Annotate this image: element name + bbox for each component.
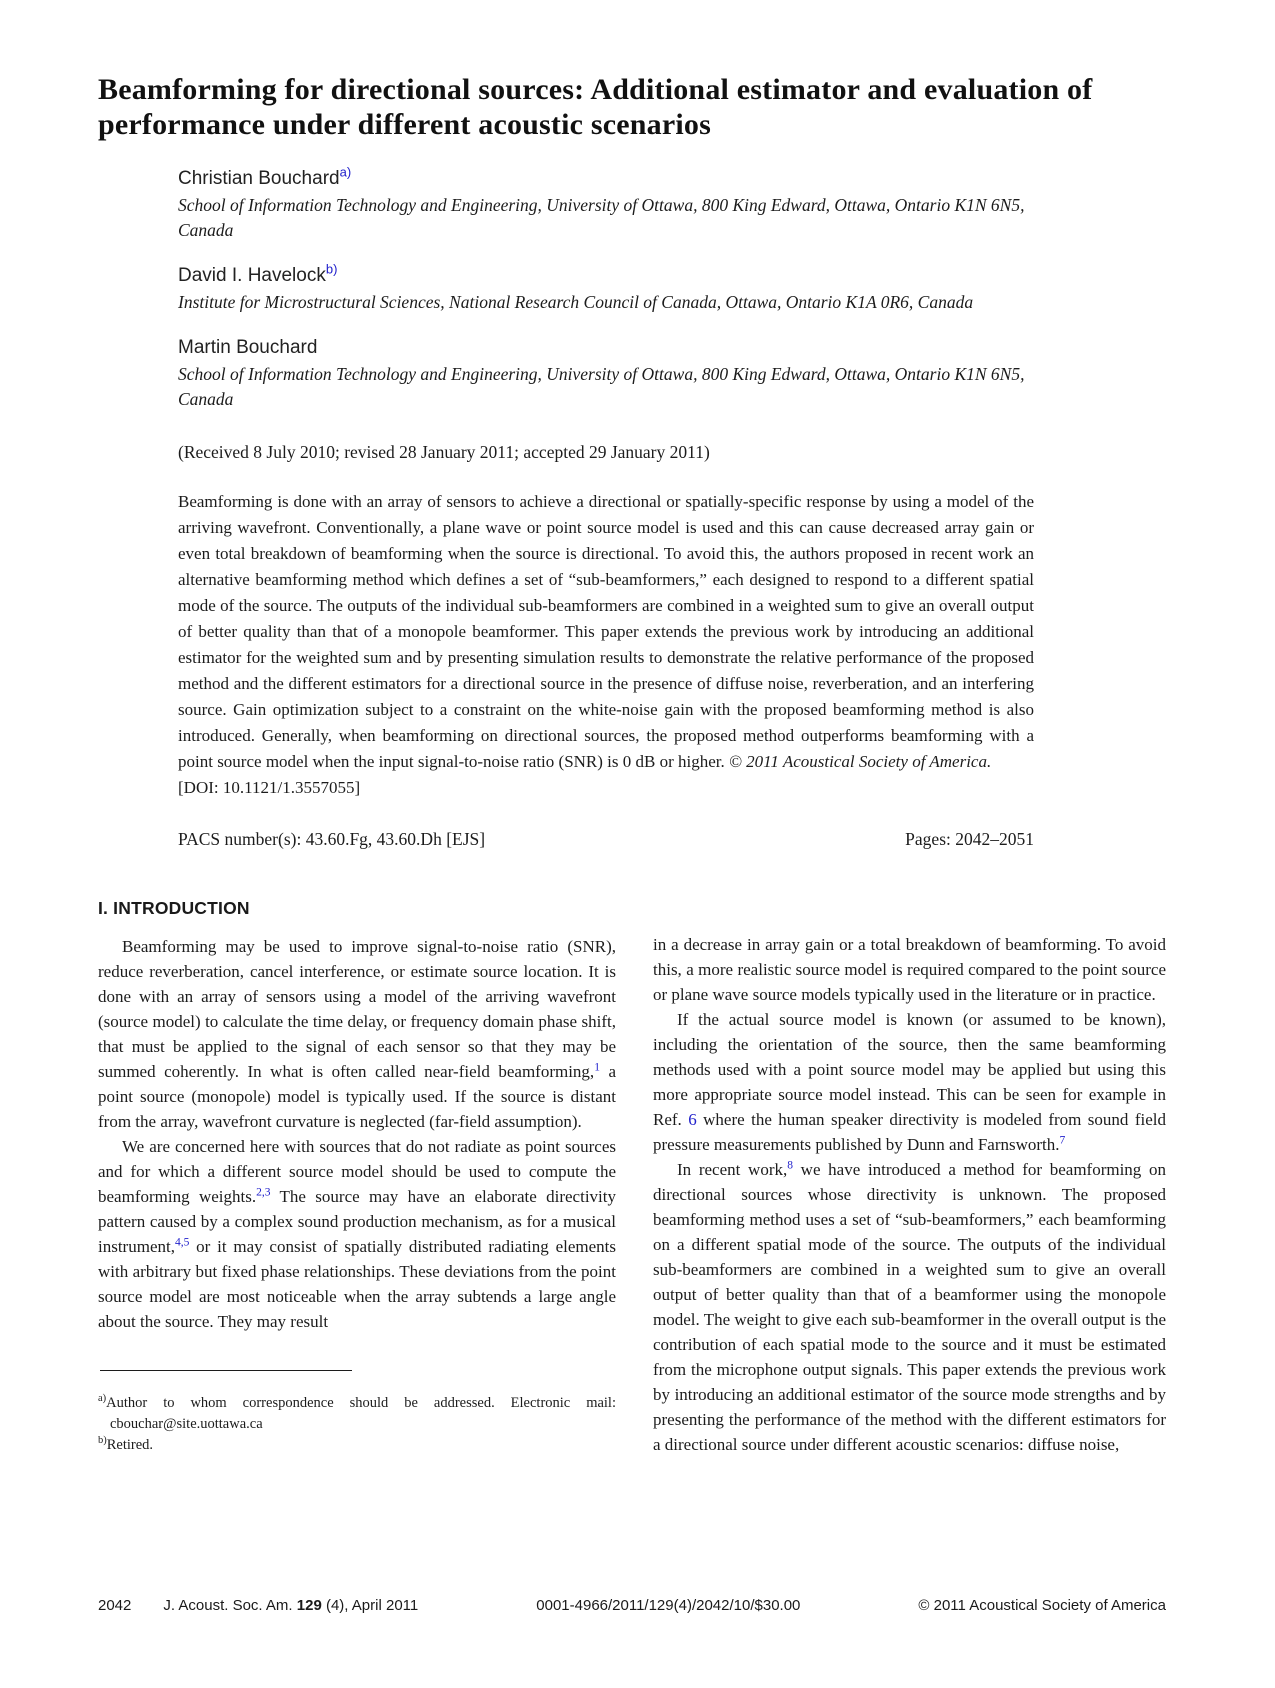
received-dates: (Received 8 July 2010; revised 28 January 2011; accepted 29 January 2011) bbox=[178, 442, 710, 462]
author-block bbox=[178, 337, 1166, 412]
paper-title: Beamforming for directional sources: Additional estimator and evaluation of performance under different acoustic scenarios bbox=[98, 73, 1093, 141]
author-list bbox=[98, 164, 1166, 412]
footnote-marker-b: b) bbox=[98, 1435, 107, 1447]
journal-name: J. Acoust. Soc. Am. bbox=[163, 1597, 297, 1614]
issn-code: 0001-4966/2011/129(4)/2042/10/$30.00 bbox=[536, 1597, 801, 1614]
left-column bbox=[98, 896, 616, 1457]
footnote-text: Author to whom correspondence should be addressed. Electronic mail: cbouchar@site.uottawa.ca bbox=[106, 1395, 616, 1432]
author-name-text: Christian Bouchard bbox=[178, 168, 340, 189]
footnote-b bbox=[98, 1435, 616, 1456]
reference-link-8[interactable]: 8 bbox=[787, 1159, 793, 1172]
paragraph bbox=[98, 1134, 616, 1334]
meta-row bbox=[178, 829, 1034, 850]
author-footnote-link[interactable]: a) bbox=[339, 164, 352, 180]
reference-link-7[interactable]: 7 bbox=[1059, 1134, 1066, 1147]
paragraph-text: or it may consist of spatially distributed radiating elements with arbitrary but fixed phase relationships. These deviations from the point source model are most noticeable when the array subtends a large angle about the source. They may result bbox=[98, 1237, 616, 1331]
journal-volume: 129 bbox=[296, 1597, 322, 1614]
journal-citation bbox=[163, 1597, 418, 1614]
pacs-numbers: PACS number(s): 43.60.Fg, 43.60.Dh [EJS] bbox=[178, 829, 486, 849]
journal-issue-date: (4), April 2011 bbox=[321, 1597, 419, 1614]
paragraph-text: Beamforming may be used to improve signal-to-noise ratio (SNR), reduce reverberation, cancel interference, or estimate source location. It is done with an array of sensors using a model of the arriving wavefront (source model) to calculate the time delay, or frequency domain phase shift, that must be applied to the signal of each sensor so that they may be summed coherently. In what is often called near-field beamforming, bbox=[98, 937, 616, 1081]
paragraph-text: If the actual source model is known (or assumed to be known), including the orientation of the source, then the same beamforming methods used with a point source model may be applied but using this more appropriate source model instead. This can be seen for example in Ref. bbox=[653, 1010, 1166, 1129]
reference-link-1[interactable]: 1 bbox=[594, 1061, 600, 1074]
reference-link-4-5[interactable]: 4,5 bbox=[174, 1236, 190, 1249]
paragraph-text: we have introduced a method for beamforming on directional sources whose directivity is unknown. The proposed beamforming method uses a set of “sub-beamformers,” each beamforming on a different spatial mode of the source. The outputs of the individual sub-beamformers are combined in a weighted sum to give an overall output of better quality than that of a beamformer using the monopole model. The weight to give each sub-beamformer in the overall output is the contribution of each spatial mode to the source and it must be estimated from the microphone output signals. This paper extends the previous work by introducing an additional estimator of the source mode strengths and by presenting the performance of the method with the different estimators for a directional source under different acoustic scenarios: diffuse noise, bbox=[653, 1160, 1166, 1454]
paragraph bbox=[98, 934, 616, 1134]
abstract-text: Beamforming is done with an array of sensors to achieve a directional or spatially-specific response by using a model of the arriving wavefront. Conventionally, a plane wave or point source model is used and this can cause decreased array gain or even total breakdown of beamforming when the source is directional. To avoid this, the authors proposed in recent work an alternative beamforming method which defines a set of “sub-beamformers,” each designed to respond to a different spatial mode of the source. The outputs of the individual sub-beamformers are combined in a weighted sum to give an overall output of better quality than that of a monopole beamformer. This paper extends the previous work by introducing an additional estimator for the weighted sum and by presenting simulation results to demonstrate the relative performance of the proposed method and the different estimators for a directional source in the presence of diffuse noise, reverberation, and an interfering source. Gain optimization subject to a constraint on the white-noise gain with the proposed beamforming method is also introduced. Generally, when beamforming on directional sources, the proposed method outperforms beamforming with a point source model when the input signal-to-noise ratio (SNR) is 0 dB or higher. bbox=[178, 492, 1034, 771]
body-columns bbox=[98, 896, 1166, 1457]
footnote-text: Retired. bbox=[106, 1437, 154, 1453]
footnote-marker-a: a) bbox=[98, 1393, 107, 1405]
paragraph-text: In recent work, bbox=[677, 1160, 788, 1179]
pages-range: Pages: 2042–2051 bbox=[905, 829, 1034, 849]
abstract bbox=[178, 489, 1034, 801]
right-column bbox=[653, 896, 1166, 1457]
footer-left bbox=[98, 1597, 418, 1614]
author-affiliation: Institute for Microstructural Sciences, National Research Council of Canada, Ottawa, Ontario K1A 0R6, Canada bbox=[178, 292, 974, 312]
paragraph-text: a point source (monopole) model is typically used. If the source is distant from the array, wavefront curvature is neglected (far-field assumption). bbox=[98, 1062, 616, 1131]
section-heading-introduction: I. INTRODUCTION bbox=[98, 898, 250, 918]
author-block bbox=[178, 164, 1166, 243]
author-block bbox=[178, 261, 1166, 315]
author-footnote-link[interactable]: b) bbox=[325, 261, 338, 277]
paragraph-text: where the human speaker directivity is modeled from sound field pressure measurements published by Dunn and Farnsworth. bbox=[653, 1110, 1166, 1154]
footnote-a bbox=[98, 1393, 616, 1435]
paragraph-text: We are concerned here with sources that do not radiate as point sources and for which a different source model should be used to compute the beamforming weights. bbox=[98, 1137, 616, 1206]
paragraph bbox=[653, 1007, 1166, 1157]
footnotes bbox=[98, 1393, 616, 1456]
reference-link-2-3[interactable]: 2,3 bbox=[256, 1186, 271, 1199]
abstract-copyright: © 2011 Acoustical Society of America. bbox=[729, 752, 992, 771]
doi: [DOI: 10.1121/1.3557055] bbox=[178, 778, 361, 797]
reference-link-6[interactable]: 6 bbox=[688, 1110, 697, 1129]
footer-copyright: © 2011 Acoustical Society of America bbox=[918, 1597, 1166, 1614]
footnote-rule bbox=[100, 1370, 352, 1371]
author-name-text: Martin Bouchard bbox=[178, 337, 318, 358]
page-number: 2042 bbox=[98, 1597, 132, 1614]
author-name bbox=[178, 337, 1166, 359]
page-footer bbox=[98, 1597, 1166, 1614]
author-name-text: David I. Havelock bbox=[178, 265, 326, 286]
author-name bbox=[178, 164, 1166, 190]
paragraph-text: The source may have an elaborate directivity pattern caused by a complex sound production mechanism, as for a musical instrument, bbox=[98, 1187, 616, 1256]
author-affiliation: School of Information Technology and Engineering, University of Ottawa, 800 King Edward, Ottawa, Ontario K1N 6N5, Canada bbox=[178, 195, 1025, 240]
author-name bbox=[178, 261, 1166, 287]
author-affiliation: School of Information Technology and Engineering, University of Ottawa, 800 King Edward, Ottawa, Ontario K1N 6N5, Canada bbox=[178, 364, 1025, 409]
paragraph-continuation: in a decrease in array gain or a total breakdown of beamforming. To avoid this, a more realistic source model is required compared to the point source or plane wave source models typically used in the literature or in practice. bbox=[653, 935, 1166, 1004]
paragraph bbox=[653, 1157, 1166, 1457]
